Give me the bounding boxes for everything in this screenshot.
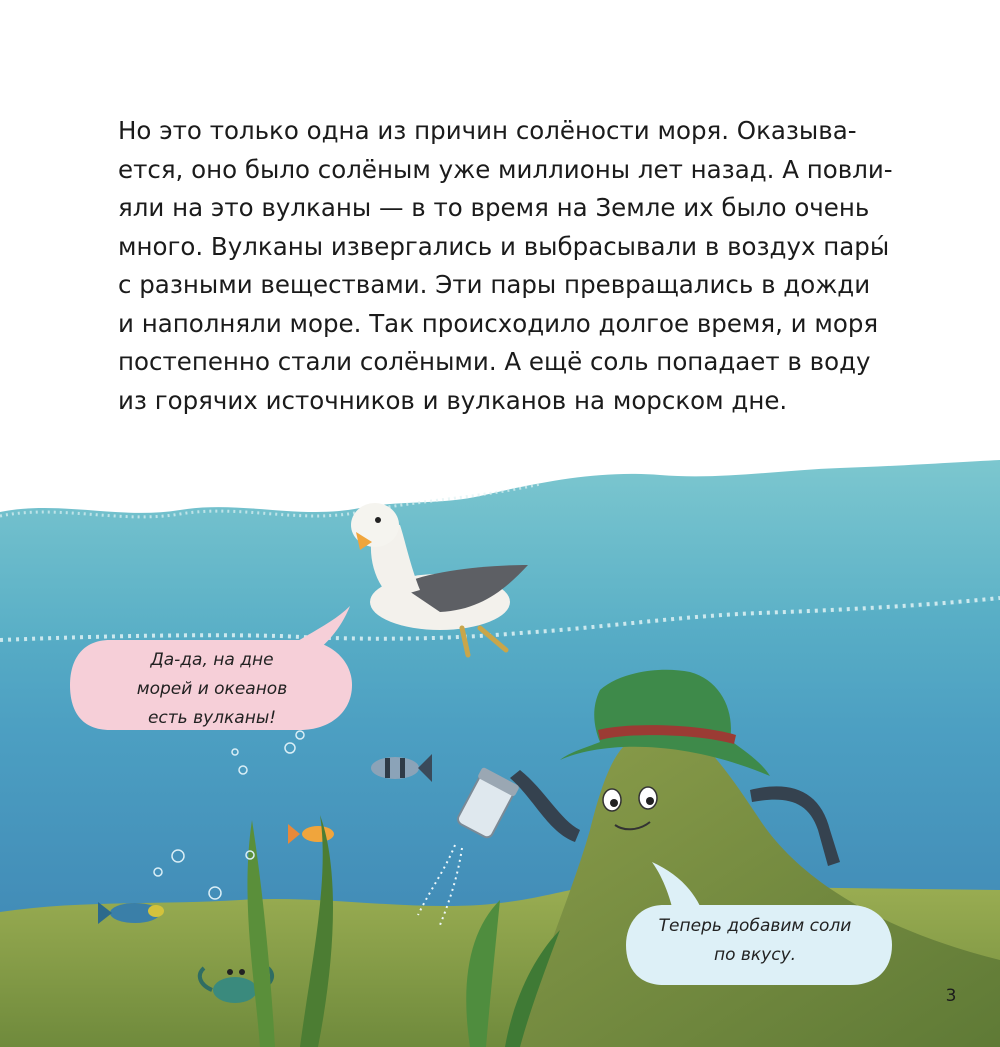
body-line: Но это только одна из причин солёности моря. Оказыва- (118, 116, 857, 145)
body-line: из горячих источников и вулканов на морском дне. (118, 385, 788, 415)
body-line: постепенно стали солёными. А ещё соль попадает в воду (118, 347, 871, 376)
volcano-speech-text (632, 912, 878, 970)
speech-line: есть вулканы! (147, 708, 277, 728)
body-paragraph (118, 112, 918, 420)
page-number: 3 (945, 986, 957, 1006)
body-line: ется, оно было солёным уже миллионы лет назад. А повли- (118, 154, 893, 184)
speech-line: Да-да, на дне (150, 650, 274, 670)
speech-line: Теперь добавим соли (658, 916, 852, 936)
body-line: яли на это вулканы — в то время на Земле их было очень (118, 193, 870, 222)
speech-line: по вкусу. (713, 945, 797, 965)
speech-line: морей и океанов (136, 679, 288, 699)
body-line: много. Вулканы извергались и выбрасывали в воздух пары́ (118, 231, 890, 261)
body-line: с разными веществами. Эти пары превращались в дожди (118, 270, 871, 299)
body-line: и наполняли море. Так происходило долгое время, и моря (118, 308, 879, 338)
gull-speech-text (82, 646, 342, 733)
